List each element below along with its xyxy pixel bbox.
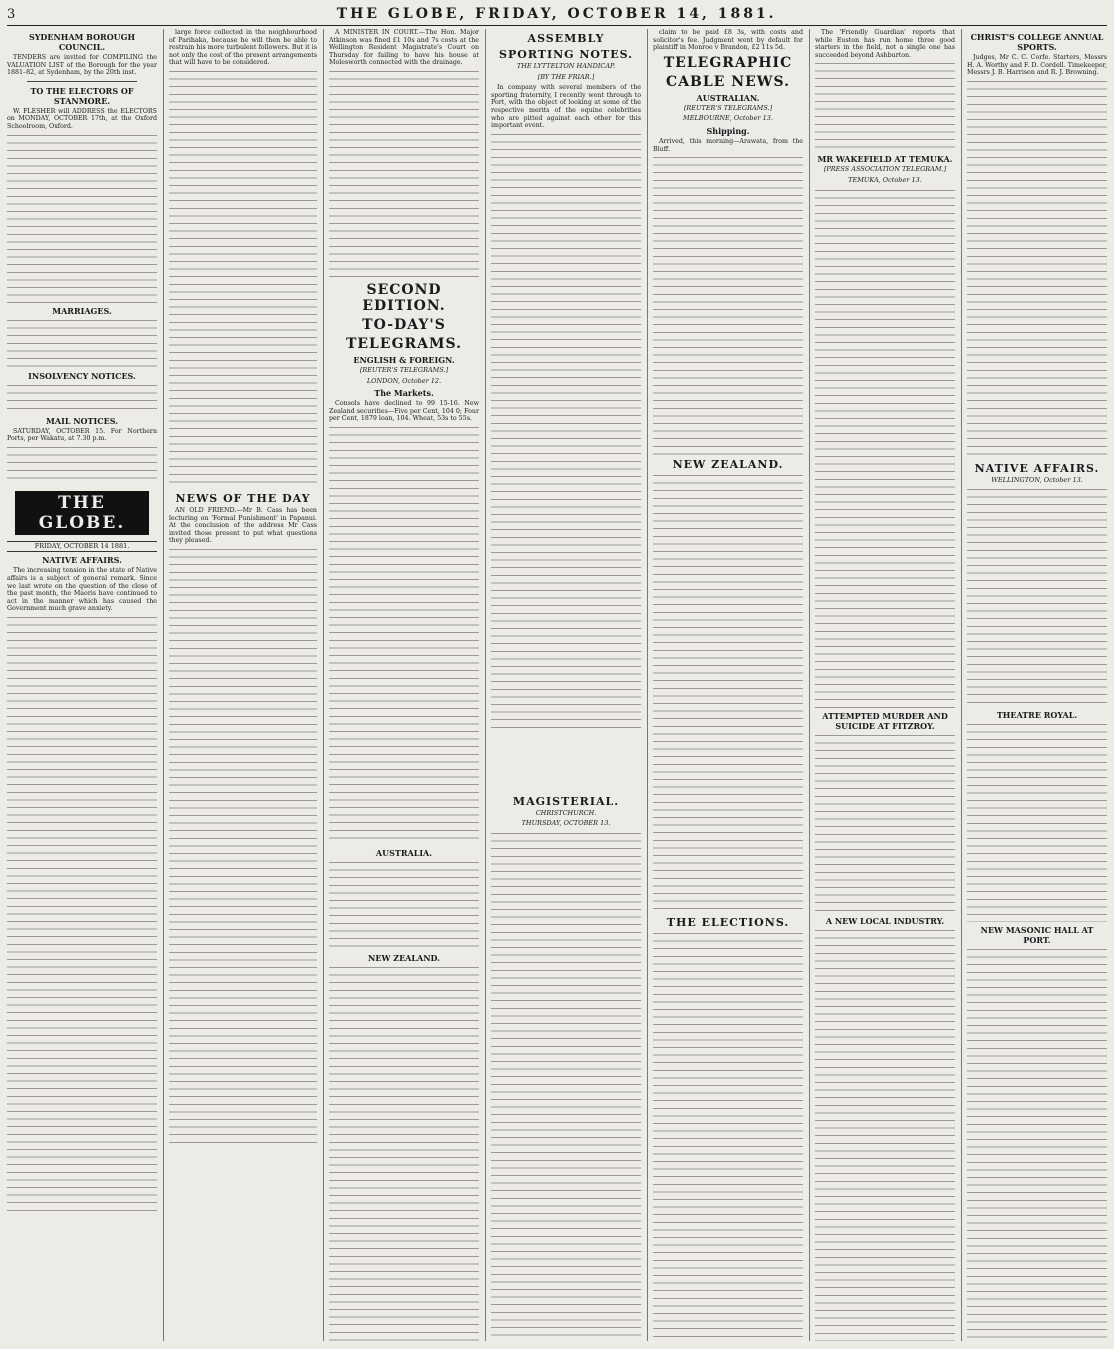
section-heading: MAGISTERIAL. (512, 794, 620, 808)
column-3: A MINISTER IN COURT.—The Hon. Major Atkinson was fined £1 10s and 7s costs at the Wellington Resident Magistrate's Court on Thursday for failing to have his house at Molesworth connected with the drainage. SECOND EDITION. TO-DAY'S TELEGRAMS. ENGLISH & FOREIGN. [REUTER'S TELEGRAMS.] LONDON, October 12. The Markets. Consols have declined to 99 15-16. New Zealand securities—Five per Cent, 104 0; Four per Cent, 1879 loan, 104. Wheat, 53s to 55s. AUSTRALIA. NEW ZEALAND. (329, 29, 479, 1341)
page-number-left: 3 (7, 6, 17, 22)
page-header (7, 3, 1107, 26)
column-5: claim to be paid £8 3s, with costs and solicitor's fee. Judgment went by default for plaintiff in Monroe v Brandon, £2 11s 5d. TELEGRAPHIC CABLE NEWS. AUSTRALIAN. [REUTER'S TELEGRAMS.] MELBOURNE, October 13. Shipping. Arrived, this morning—Arawata, from the Bluff. NEW ZEALAND. THE ELECTIONS. (653, 29, 803, 1341)
column-1: SYDENHAM BOROUGH COUNCIL. TENDERS are invited for COMPILING the VALUATION LIST of the Borough for the year 1881–82, at Sydenham, by the 20th inst. TO THE ELECTORS OF STANMORE. W. FLESHER will ADDRESS the ELECTORS on MONDAY, OCTOBER 17th, at the Oxford Schoolroom, Oxford. MARRIAGES. INSOLVENCY NOTICES. MAIL NOTICES. SATURDAY, OCTOBER 15. For Northern Ports, per Wakatu, at 7.30 p.m. THE GLOBE. FRIDAY, OCTOBER 14 1881. NATIVE AFFAIRS. The increasing tension in the state of Native affairs is a subject of general remark. Since we last wrote on the question of the close of the past month, the Maoris have continued to act in the manner which has caused the Government much grave anxiety. (7, 29, 157, 1341)
issue-date: FRIDAY, OCTOBER 14 1881. (7, 541, 157, 553)
section-heading: CHRIST'S COLLEGE ANNUAL SPORTS. (970, 32, 1104, 52)
section-heading: MR WAKEFIELD AT TEMUKA. (817, 154, 953, 165)
newspaper-nameplate: THE GLOBE. (15, 491, 149, 535)
edition-heading: SECOND EDITION. (362, 281, 446, 314)
section-heading: SPORTING NOTES. (499, 48, 633, 61)
leader-text: The increasing tension in the state of Native affairs is a subject of general remark. Since we last wrote on the question of the close of the past month, the Maoris have continued to act in the manner which has caused the Government much grave anxiety. (7, 567, 157, 613)
notice-heading: TO THE ELECTORS OF STANMORE. (30, 85, 134, 106)
column-7: CHRIST'S COLLEGE ANNUAL SPORTS. Judges, Mr C. C. Corfe. Starters, Messrs H. A. Worthy and F. D. Cordell. Timekeeper, Messrs J. B. Harrison and R. J. Browning. NATIVE AFFAIRS. WELLINGTON, October 13. THEATRE ROYAL. NEW MASONIC HALL AT PORT. (967, 29, 1107, 1341)
column-4: ASSEMBLY SPORTING NOTES. THE LYTTELTON HANDICAP. [BY THE FRIAR.] In company with several members of the sporting fraternity, I recently went through to Port, with the object of looking at some of the respective merits of the equine celebrities who are pitted against each other for this important event. MAGISTERIAL. CHRISTCHURCH. THURSDAY, OCTOBER 13. (491, 29, 641, 1341)
column-2: large force collected in the neighbourhood of Parihaka, because he will then be able to restrain his more turbulent followers. But it is not only the cost of the present arrangements that will have to be considered. NEWS OF THE DAY AN OLD FRIEND.—Mr B. Cass has been lecturing on 'Formal Punishment' in Papanui. At the conclusion of the address Mr Cass invited those present to put what questions they pleased. (169, 29, 317, 1341)
newspaper-page (7, 3, 1107, 1343)
header-title: THE GLOBE, FRIDAY, OCTOBER 14, 1881. (336, 6, 777, 22)
section-heading: NEWS OF THE DAY (175, 491, 311, 505)
section-heading: TELEGRAPHIC (663, 54, 793, 71)
leader-heading: NATIVE AFFAIRS. (42, 555, 122, 566)
column-6: The 'Friendly Guardian' reports that while Euston has run home three good starters in the field, not a single one has succeeded beyond Ashburton. MR WAKEFIELD AT TEMUKA. [PRESS ASSOCIATION TELEGRAM.] TEMUKA, October 13. ATTEMPTED MURDER AND SUICIDE AT FITZROY. A NEW LOCAL INDUSTRY. (815, 29, 955, 1341)
notice-heading: SYDENHAM BOROUGH COUNCIL. (28, 32, 136, 52)
